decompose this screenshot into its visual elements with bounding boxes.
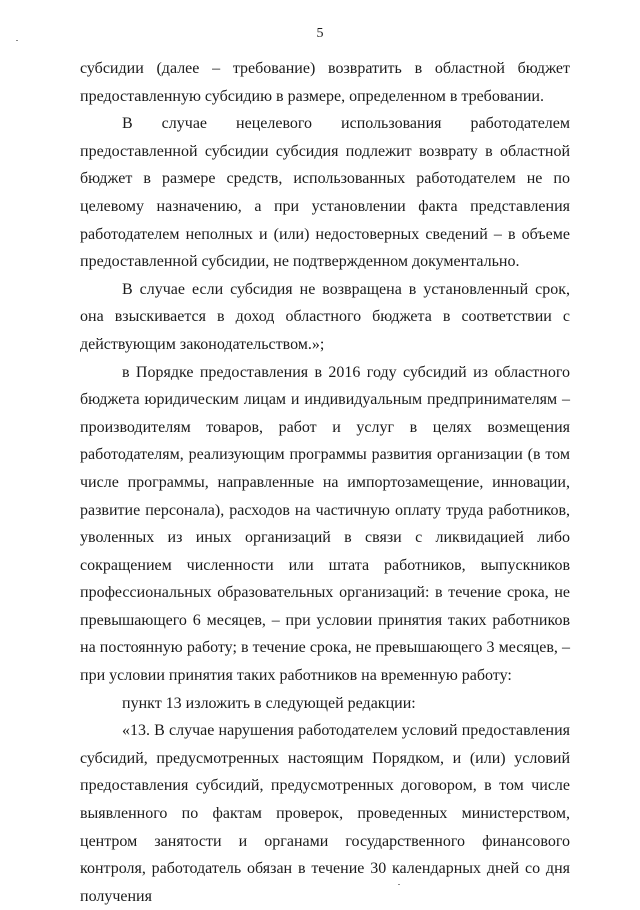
paragraph-misuse-refund: В случае нецелевого использования работодателем предоставленной субсидии субсидия подлежит возврату в областной бюджет в размере средств, использованных работодателем не по целевому назначению, а при установлении факта представления работодателем неполных и (или) недостоверных сведений – в объеме предоставленной субсидии, не подтвержденном документально. <box>80 115 570 271</box>
paragraph-item-13-intro: пункт 13 изложить в следующей редакции: <box>122 694 416 712</box>
document-body <box>80 55 570 910</box>
paragraph-continuation: субсидии (далее – требование) возвратить в областной бюджет предоставленную субсидию в размере, определенном в требовании. <box>80 60 570 105</box>
page-number: 5 <box>316 26 324 41</box>
paragraph-recovery: В случае если субсидия не возвращена в установленный срок, она взыскивается в доход областного бюджета в соответствии с действующим законодательством.»; <box>80 280 570 353</box>
paragraph-item-13-text: «13. В случае нарушения работодателем условий предоставления субсидий, предусмотренных настоящим Порядком, и (или) условий предоставления субсидий, предусмотренных договором, в том числе выявленного по фактам проверок, проведенных министерством, центром занятости и органами государственного финансового контроля, работодатель обязан в течение 30 календарных дней со дня получения <box>80 722 570 905</box>
scan-speck <box>16 40 18 41</box>
paragraph-procedure-2016: в Порядке предоставления в 2016 году субсидий из областного бюджета юридическим лицам и индивидуальным предпринимателям – производителям товаров, работ и услуг в целях возмещения работодателям, реализующим программы развития организации (в том числе программы, направленные на импортозамещение, инновации, развитие персонала), расходов на частичную оплату труда работников, уволенных из иных организаций в связи с ликвидацией либо сокращением численности или штата работников, выпускников профессиональных образовательных организаций: в течение срока, не превышающего 6 месяцев, – при условии принятия таких работников на постоянную работу; в течение срока, не превышающего 3 месяцев, – при условии принятия таких работников на временную работу: <box>80 363 570 685</box>
